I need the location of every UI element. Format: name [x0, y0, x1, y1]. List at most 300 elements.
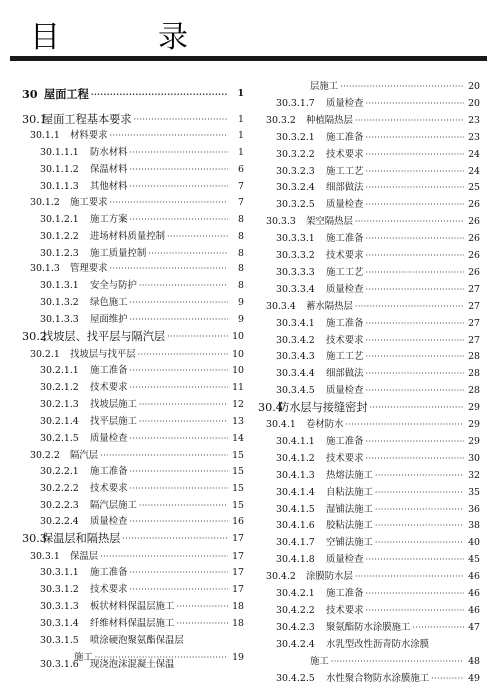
- toc-entry-page-number: 23: [468, 131, 480, 143]
- toc-entry-title: 种植隔热层: [306, 114, 353, 126]
- toc-entry-title: 水性聚合物防水涂膜施工: [326, 672, 430, 684]
- toc-entry[interactable]: [258, 584, 480, 600]
- toc-entry[interactable]: [258, 246, 480, 262]
- toc-entry-title: 施工准备: [326, 131, 364, 143]
- toc-entry-title: 施工准备: [90, 466, 128, 477]
- toc-entry-page-number: 30: [468, 452, 480, 464]
- toc-dot-leader: [139, 280, 228, 292]
- toc-entry-number: 30.3.1.7: [276, 97, 315, 109]
- toc-entry-page-number: 26: [468, 250, 480, 261]
- toc-entry-page-number: 1: [237, 88, 244, 99]
- toc-dot-leader: [375, 470, 464, 482]
- toc-dot-leader: [366, 182, 464, 194]
- toc-entry[interactable]: [22, 462, 244, 478]
- toc-entry[interactable]: [258, 347, 480, 363]
- toc-entry-page-number: 8: [238, 248, 244, 259]
- toc-entry-number: 30.1.2: [30, 197, 60, 208]
- toc-entry-title: 施工: [74, 652, 93, 663]
- toc-entry-page-number: 45: [468, 554, 480, 566]
- toc-entry-number: 30.2.1.2: [40, 382, 79, 393]
- toc-dot-leader: [366, 98, 464, 110]
- toc-entry-page-number: 27: [468, 283, 480, 295]
- toc-entry-title: 水乳型改性沥青防水涂膜: [326, 638, 430, 650]
- toc-entry-title: 隔汽层施工: [90, 500, 137, 511]
- toc-entry[interactable]: [22, 563, 244, 579]
- toc-entry-page-number: 28: [468, 351, 480, 363]
- toc-dot-leader: [130, 297, 228, 309]
- toc-entry-page-number: 26: [468, 216, 480, 228]
- toc-entry-number: 30.3.4: [266, 300, 296, 312]
- toc-entry-page-number: 11: [232, 382, 244, 393]
- toc-entry-page-number: 46: [468, 571, 480, 583]
- toc-entry[interactable]: [258, 195, 480, 211]
- toc-entry-number: 30.3.4.4: [276, 368, 315, 380]
- toc-entry[interactable]: [258, 178, 480, 194]
- toc-entry-page-number: 1: [238, 147, 244, 158]
- toc-entry-number: 30.3.4.1: [276, 317, 315, 329]
- toc-entry-title: 管理要求: [70, 263, 108, 274]
- toc-entry[interactable]: [22, 395, 244, 411]
- toc-entry[interactable]: [22, 597, 244, 613]
- toc-dot-leader: [331, 656, 464, 668]
- toc-dot-leader: [130, 365, 228, 377]
- toc-entry[interactable]: [22, 84, 244, 100]
- toc-entry-page-number: 20: [468, 97, 480, 109]
- toc-entry[interactable]: [22, 143, 244, 159]
- toc-entry[interactable]: [22, 631, 244, 647]
- toc-entry-title: 保温层: [70, 551, 99, 562]
- toc-entry-title: 技术要求: [326, 604, 364, 616]
- toc-entry-number: 30.3.2.1: [276, 131, 315, 143]
- toc-entry[interactable]: [258, 128, 480, 144]
- toc-dot-leader: [130, 483, 228, 495]
- toc-dot-leader: [167, 231, 228, 243]
- toc-entry-page-number: 48: [468, 655, 480, 667]
- toc-entry[interactable]: [22, 361, 244, 377]
- toc-entry-number: 30.3.1.5: [40, 635, 79, 646]
- toc-entry-title: 施工准备: [90, 567, 128, 578]
- toc-entry[interactable]: [258, 77, 480, 93]
- toc-entry-page-number: 24: [468, 165, 480, 177]
- toc-entry-number: 30.3.4.3: [276, 351, 315, 363]
- toc-entry[interactable]: [22, 293, 244, 309]
- toc-entry-page-number: 7: [238, 197, 244, 208]
- toc-entry-title: 安全与防护: [90, 280, 137, 291]
- toc-dot-leader: [355, 301, 464, 313]
- toc-entry-number: 30.1.1.3: [40, 181, 79, 192]
- toc-entry-number: 30.2.1.3: [40, 399, 79, 410]
- toc-entry-number: 30.2.2.3: [40, 500, 79, 511]
- toc-entry[interactable]: [258, 567, 480, 583]
- toc-dot-leader: [139, 500, 228, 512]
- toc-entry[interactable]: [22, 310, 244, 326]
- toc-entry[interactable]: [258, 263, 480, 279]
- toc-entry-title: 找坡层施工: [90, 399, 137, 410]
- toc-entry-title: 胶粘法施工: [326, 520, 373, 532]
- toc-dot-leader: [346, 419, 464, 431]
- toc-entry-page-number: 29: [468, 419, 480, 430]
- toc-entry-number: 30.2: [22, 330, 47, 343]
- toc-entry-title: 技术要求: [326, 334, 364, 346]
- toc-entry-number: 30.3.2.2: [276, 148, 315, 160]
- toc-entry[interactable]: [258, 449, 480, 465]
- toc-entry-title: 屋面工程基本要求: [42, 113, 132, 126]
- toc-entry-page-number: 9: [238, 314, 244, 325]
- toc-entry[interactable]: [22, 177, 244, 193]
- toc-entry-number: 30.3.2: [266, 114, 296, 126]
- toc-entry-title: 质量检查: [326, 554, 364, 566]
- toc-dot-leader: [366, 199, 464, 211]
- toc-entry-title: 施工方案: [90, 214, 128, 225]
- toc-entry-page-number: 36: [468, 503, 480, 515]
- toc-dot-leader: [366, 166, 464, 178]
- toc-entry-title: 纤维材料保温层施工: [90, 618, 175, 629]
- toc-dot-leader: [366, 149, 464, 161]
- toc-entry-title: 施工准备: [90, 365, 128, 376]
- toc-entry[interactable]: [22, 327, 244, 343]
- toc-entry-page-number: 35: [468, 486, 480, 498]
- toc-entry-page-number: 24: [468, 148, 480, 160]
- toc-dot-leader: [130, 584, 228, 596]
- toc-entry-title: 技术要求: [90, 584, 128, 595]
- toc-entry-title: 材料要求: [70, 130, 108, 141]
- toc-dot-leader: [176, 601, 228, 613]
- toc-entry[interactable]: [258, 466, 480, 482]
- toc-entry[interactable]: [22, 655, 244, 671]
- toc-entry[interactable]: [22, 429, 244, 445]
- toc-entry-page-number: 20: [468, 81, 480, 92]
- toc-entry-title: 空铺法施工: [326, 537, 373, 549]
- toc-entry-page-number: 29: [468, 435, 480, 447]
- toc-entry-number: 30.1.1.2: [40, 164, 79, 175]
- toc-dot-leader: [366, 554, 464, 566]
- toc-entry-title: 质量检查: [326, 97, 364, 109]
- toc-dot-leader: [130, 382, 228, 394]
- toc-entry-title: 防水材料: [90, 147, 128, 158]
- toc-entry-page-number: 15: [232, 466, 244, 477]
- toc-entry[interactable]: [258, 601, 480, 617]
- toc-entry-number: 30.1.2.3: [40, 248, 79, 259]
- toc-dot-leader: [138, 349, 228, 361]
- toc-entry-page-number: 15: [232, 450, 244, 461]
- toc-entry-title: 喷涂硬泡聚氨酯保温层: [90, 635, 184, 646]
- toc-entry-number: 30.2.1: [30, 349, 60, 360]
- toc-entry-number: 30.2.1.4: [40, 416, 79, 427]
- toc-entry[interactable]: [258, 381, 480, 397]
- toc-entry[interactable]: [258, 364, 480, 380]
- toc-entry-number: 30.4.1: [266, 419, 296, 430]
- toc-entry-number: 30: [22, 87, 38, 101]
- toc-entry-title: 施工准备: [326, 233, 364, 245]
- toc-entry[interactable]: [258, 652, 480, 668]
- toc-entry-number: 30.1.1.1: [40, 147, 79, 158]
- toc-entry-title: 湿铺法施工: [326, 503, 373, 515]
- title-underline-rule: [10, 56, 487, 61]
- toc-dot-leader: [130, 466, 228, 478]
- toc-entry-number: 30.1.3: [30, 263, 60, 274]
- toc-entry[interactable]: [258, 314, 480, 330]
- toc-entry-page-number: 6: [238, 164, 244, 175]
- toc-entry-number: 30.3.3.4: [276, 283, 315, 295]
- toc-entry-page-number: 1: [238, 114, 244, 125]
- toc-dot-leader: [110, 263, 228, 275]
- toc-entry[interactable]: [22, 276, 244, 292]
- toc-entry[interactable]: [258, 229, 480, 245]
- toc-entry-page-number: 38: [468, 520, 480, 532]
- toc-dot-leader: [355, 216, 464, 228]
- toc-dot-leader: [167, 331, 228, 343]
- toc-entry-page-number: 8: [238, 231, 244, 242]
- toc-entry[interactable]: [258, 111, 480, 127]
- toc-entry[interactable]: [258, 415, 480, 431]
- toc-entry-title: 自粘法施工: [326, 486, 373, 498]
- toc-entry[interactable]: [22, 412, 244, 428]
- toc-dot-leader: [366, 453, 464, 465]
- toc-entry-title: 进场材料质量控制: [90, 231, 166, 242]
- toc-entry[interactable]: [22, 446, 244, 462]
- toc-entry[interactable]: [258, 516, 480, 532]
- toc-entry[interactable]: [258, 280, 480, 296]
- toc-entry[interactable]: [258, 618, 480, 634]
- toc-entry-title: 聚氨酯防水涂膜施工: [326, 621, 411, 633]
- toc-entry-title: 质量检查: [90, 516, 128, 527]
- toc-entry-page-number: 49: [468, 672, 480, 684]
- toc-entry-title: 架空隔热层: [306, 216, 353, 228]
- toc-entry[interactable]: [22, 259, 244, 275]
- toc-dot-leader: [139, 399, 228, 411]
- toc-entry-page-number: 28: [468, 385, 480, 397]
- toc-entry[interactable]: [258, 635, 480, 651]
- toc-dot-leader: [122, 533, 228, 545]
- toc-entry[interactable]: [258, 483, 480, 499]
- toc-entry[interactable]: [258, 331, 480, 347]
- toc-entry-number: 30.3.3.1: [276, 233, 315, 245]
- toc-entry[interactable]: [22, 160, 244, 176]
- toc-entry[interactable]: [258, 432, 480, 448]
- toc-entry-number: 30.2.2.2: [40, 483, 79, 494]
- toc-entry[interactable]: [258, 550, 480, 566]
- toc-entry-number: 30.1.2.2: [40, 231, 79, 242]
- toc-entry-page-number: 18: [232, 601, 244, 612]
- toc-entry-page-number: 15: [232, 500, 244, 511]
- toc-entry[interactable]: [258, 533, 480, 549]
- toc-entry[interactable]: [22, 110, 244, 126]
- toc-entry-title: 卷材防水: [306, 419, 344, 430]
- toc-dot-leader: [366, 335, 464, 347]
- toc-entry-title: 施工工艺: [326, 266, 364, 278]
- toc-entry-page-number: 16: [232, 516, 244, 527]
- toc-entry-page-number: 12: [232, 399, 244, 410]
- toc-entry-page-number: 23: [468, 114, 480, 126]
- toc-entry-page-number: 26: [468, 233, 480, 245]
- toc-entry-number: 30.3.2.3: [276, 165, 315, 177]
- toc-dot-leader: [100, 450, 228, 462]
- toc-entry-title: 施工准备: [326, 588, 364, 599]
- toc-entry-title: 质量检查: [326, 199, 364, 211]
- toc-entry-number: 30.1.2.1: [40, 214, 79, 225]
- toc-entry[interactable]: [22, 547, 244, 563]
- toc-entry-page-number: 28: [468, 368, 480, 380]
- toc-dot-leader: [340, 81, 464, 93]
- toc-entry-title: 隔汽层: [70, 450, 99, 461]
- toc-entry-number: 30.4.1.3: [276, 469, 315, 481]
- toc-entry-number: 30.3.2.4: [276, 182, 315, 194]
- toc-entry[interactable]: [22, 227, 244, 243]
- toc-entry-page-number: 1: [238, 130, 244, 141]
- toc-entry-page-number: 18: [232, 618, 244, 629]
- toc-entry[interactable]: [258, 398, 480, 414]
- toc-entry-number: 30.2.2.1: [40, 466, 79, 477]
- toc-dot-leader: [355, 571, 464, 583]
- toc-entry-number: 30.2.1.5: [40, 433, 79, 444]
- toc-entry[interactable]: [22, 345, 244, 361]
- toc-entry-number: 30.3.4.2: [276, 334, 315, 346]
- toc-dot-leader: [412, 622, 464, 634]
- toc-entry-page-number: 8: [238, 280, 244, 291]
- toc-dot-leader: [375, 487, 464, 499]
- toc-entry-number: 30.4.1.6: [276, 520, 315, 532]
- toc-entry-title: 防水层与接缝密封: [278, 401, 368, 415]
- toc-entry-number: 30.4.2.3: [276, 621, 315, 633]
- toc-entry-page-number: 10: [232, 349, 244, 360]
- toc-entry-title: 施工工艺: [326, 351, 364, 363]
- toc-entry-page-number: 8: [238, 214, 244, 225]
- toc-entry-title: 施工: [310, 655, 329, 667]
- toc-entry[interactable]: [22, 210, 244, 226]
- toc-entry-number: 30.3.1.4: [40, 618, 79, 629]
- toc-entry[interactable]: [258, 212, 480, 228]
- toc-entry-number: 30.3.1.2: [40, 584, 79, 595]
- toc-entry-title: 质量检查: [326, 283, 364, 295]
- toc-entry-number: 30.1.3.1: [40, 280, 79, 291]
- toc-entry-title: 施工准备: [326, 435, 364, 447]
- toc-entry-page-number: 17: [232, 533, 244, 544]
- toc-entry-number: 30.3.4.5: [276, 385, 315, 397]
- toc-entry[interactable]: [22, 496, 244, 512]
- toc-entry-title: 热熔法施工: [326, 469, 373, 481]
- toc-entry-page-number: 15: [232, 483, 244, 494]
- toc-entry-title: 保温层和隔热层: [42, 532, 121, 545]
- toc-entry-title: 技术要求: [90, 483, 128, 494]
- toc-entry-title: 层施工: [310, 81, 339, 92]
- toc-entry-page-number: 7: [238, 181, 244, 192]
- toc-entry-title: 细部做法: [326, 182, 364, 194]
- toc-entry-page-number: 9: [238, 297, 244, 308]
- toc-entry-page-number: 32: [468, 469, 480, 481]
- toc-entry[interactable]: [258, 94, 480, 110]
- toc-entry[interactable]: [22, 193, 244, 209]
- toc-entry[interactable]: [22, 529, 244, 545]
- toc-entry-title: 质量检查: [90, 433, 128, 444]
- toc-entry-page-number: 27: [468, 317, 480, 329]
- page-title: 目 录: [30, 20, 222, 55]
- toc-dot-leader: [130, 516, 228, 528]
- toc-entry-page-number: 46: [468, 588, 480, 599]
- toc-entry-title: 找平层施工: [90, 416, 137, 427]
- toc-entry-number: 30.3.1.1: [40, 567, 79, 578]
- toc-dot-leader: [375, 504, 464, 516]
- toc-entry-number: 30.3.2.5: [276, 199, 315, 211]
- toc-dot-leader: [431, 673, 464, 685]
- toc-entry-title: 板状材料保温层施工: [90, 601, 175, 612]
- toc-entry[interactable]: [258, 162, 480, 178]
- toc-entry-page-number: 14: [232, 433, 244, 444]
- toc-entry[interactable]: [22, 512, 244, 528]
- toc-entry-title: 施工准备: [326, 317, 364, 329]
- toc-entry-number: 30.3.1.3: [40, 601, 79, 612]
- toc-dot-leader: [366, 351, 464, 363]
- toc-dot-leader: [130, 147, 228, 159]
- toc-entry-title: 保温材料: [90, 164, 128, 175]
- toc-entry-number: 30.1.1: [30, 130, 60, 141]
- toc-dot-leader: [110, 130, 228, 142]
- toc-dot-leader: [366, 233, 464, 245]
- toc-entry-title: 绿色施工: [90, 297, 128, 308]
- toc-dot-leader: [130, 214, 228, 226]
- toc-entry[interactable]: [22, 614, 244, 630]
- toc-entry-number: 30.4.2.2: [276, 604, 315, 616]
- toc-dot-leader: [130, 567, 228, 579]
- toc-entry-number: 30.4.2.5: [276, 672, 315, 684]
- toc-entry[interactable]: [258, 297, 480, 313]
- toc-entry[interactable]: [22, 378, 244, 394]
- toc-entry-title: 技术要求: [326, 452, 364, 464]
- toc-dot-leader: [355, 115, 464, 127]
- toc-dot-leader: [375, 537, 464, 549]
- toc-dot-leader: [366, 250, 464, 262]
- toc-entry-number: 30.4.1.1: [276, 435, 315, 447]
- toc-entry-number: 30.3.3.2: [276, 250, 315, 261]
- toc-dot-leader: [366, 385, 464, 397]
- toc-entry-title: 技术要求: [326, 250, 364, 261]
- toc-entry-page-number: 13: [232, 416, 244, 427]
- toc-entry-page-number: 19: [232, 652, 244, 663]
- toc-entry-page-number: 8: [238, 263, 244, 274]
- toc-entry-page-number: 27: [468, 300, 480, 312]
- toc-entry-page-number: 25: [468, 182, 480, 194]
- toc-entry-number: 30.3.1.6: [40, 659, 79, 671]
- toc-dot-leader: [366, 132, 464, 144]
- toc-dot-leader: [370, 402, 464, 414]
- toc-entry-page-number: 46: [468, 604, 480, 616]
- toc-entry[interactable]: [22, 479, 244, 495]
- toc-entry-number: 30.3.1: [30, 551, 60, 562]
- toc-entry[interactable]: [258, 145, 480, 161]
- toc-entry[interactable]: [258, 669, 480, 685]
- toc-entry-number: 30.4: [258, 401, 283, 415]
- toc-dot-leader: [91, 88, 228, 100]
- toc-entry-title: 涂膜防水层: [306, 571, 353, 583]
- toc-dot-leader: [100, 551, 228, 563]
- toc-entry-number: 30.4.1.8: [276, 554, 315, 566]
- toc-entry-number: 30.2.2: [30, 450, 60, 461]
- toc-entry-number: 30.4.1.2: [276, 452, 315, 464]
- toc-entry[interactable]: [22, 126, 244, 142]
- toc-entry-page-number: 29: [468, 402, 480, 414]
- toc-entry-number: 30.2.2.4: [40, 516, 79, 527]
- toc-entry-title: 施工要求: [70, 197, 108, 208]
- toc-entry[interactable]: [22, 580, 244, 596]
- toc-dot-leader: [375, 520, 464, 532]
- toc-entry[interactable]: [258, 500, 480, 516]
- toc-entry-title: 现浇泡沫混凝土保温: [90, 659, 175, 671]
- toc-dot-leader: [134, 114, 228, 126]
- toc-entry-title: 找坡层、找平层与隔汽层: [42, 330, 166, 343]
- toc-entry[interactable]: [22, 244, 244, 260]
- toc-entry-number: 30.4.1.4: [276, 486, 315, 498]
- toc-entry-page-number: 26: [468, 266, 480, 278]
- toc-entry-page-number: 47: [468, 621, 480, 633]
